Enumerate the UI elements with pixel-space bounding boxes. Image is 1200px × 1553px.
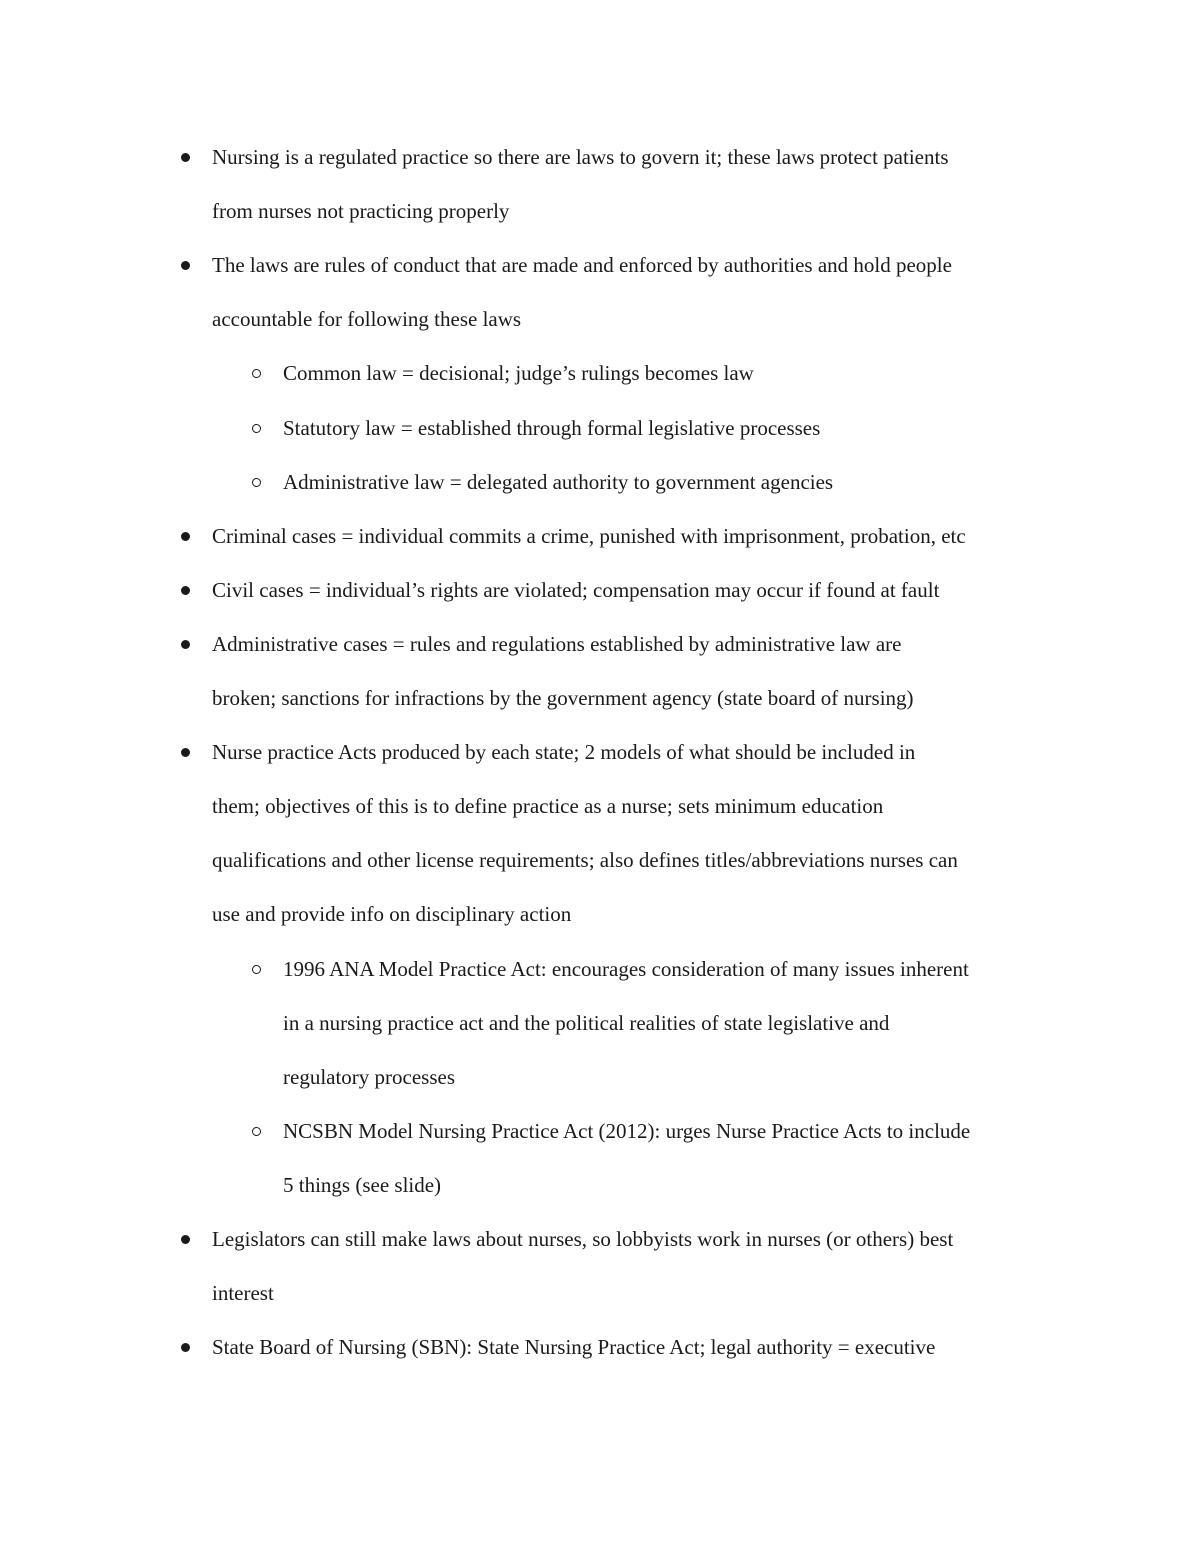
bullet-text-line: State Board of Nursing (SBN): State Nursing Practice Act; legal authority = executive [212, 1335, 936, 1360]
bullet-text-line: Legislators can still make laws about nurses, so lobbyists work in nurses (or others) best [212, 1227, 954, 1251]
filled-bullet-icon [181, 532, 190, 541]
bullet-text-line: 1996 ANA Model Practice Act: encourages consideration of many issues inherent [283, 956, 969, 981]
hollow-bullet-icon [252, 424, 261, 433]
bullet-text-line: Nurse practice Acts produced by each state; 2 models of what should be included in [212, 740, 916, 765]
bullet-text-line: them; objectives of this is to define practice as a nurse; sets minimum education [212, 794, 884, 819]
hollow-bullet-icon [252, 369, 261, 378]
filled-bullet-icon [181, 153, 190, 162]
filled-bullet-icon [181, 1235, 190, 1244]
filled-bullet-icon [181, 261, 190, 270]
filled-bullet-icon [181, 1343, 190, 1352]
hollow-bullet-icon [252, 478, 261, 487]
bullet-text-line: Administrative law = delegated authority to government agencies [283, 469, 834, 494]
bullet-text-line: accountable for following these laws [212, 307, 522, 332]
bullet-text-line: in a nursing practice act and the political realities of state legislative and [283, 1010, 890, 1035]
bullet-text-line: Administrative cases = rules and regulations established by administrative law are [212, 631, 902, 656]
filled-bullet-icon [181, 586, 190, 595]
bullet-text-line: regulatory processes [283, 1064, 456, 1089]
bullet-text-line: Statutory law = established through formal legislative processes [283, 415, 821, 440]
filled-bullet-icon [181, 640, 190, 649]
bullet-text-line: NCSBN Model Nursing Practice Act (2012): urges Nurse Practice Acts to include [283, 1118, 971, 1143]
bullet-text-line: broken; sanctions for infractions by the government agency (state board of nursing) [212, 686, 914, 710]
filled-bullet-icon [181, 748, 190, 757]
bullet-text-line: Civil cases = individual’s rights are violated; compensation may occur if found at fault [212, 577, 940, 602]
bullet-text-line: qualifications and other license requirements; also defines titles/abbreviations nurses can [212, 848, 958, 873]
bullet-text-line: interest [212, 1281, 274, 1306]
bullet-text-line: Common law = decisional; judge’s rulings becomes law [283, 361, 754, 386]
bullet-text-line: use and provide info on disciplinary action [212, 902, 572, 927]
bullet-text-line: The laws are rules of conduct that are made and enforced by authorities and hold people [212, 253, 952, 278]
bullet-text-line: from nurses not practicing properly [212, 199, 510, 224]
hollow-bullet-icon [252, 1127, 261, 1136]
bullet-text-line: Criminal cases = individual commits a crime, punished with imprisonment, probation, etc [212, 523, 966, 548]
hollow-bullet-icon [252, 965, 261, 974]
bullet-text-line: Nursing is a regulated practice so there are laws to govern it; these laws protect patients [212, 145, 949, 169]
bullet-text-line: 5 things (see slide) [283, 1172, 442, 1197]
